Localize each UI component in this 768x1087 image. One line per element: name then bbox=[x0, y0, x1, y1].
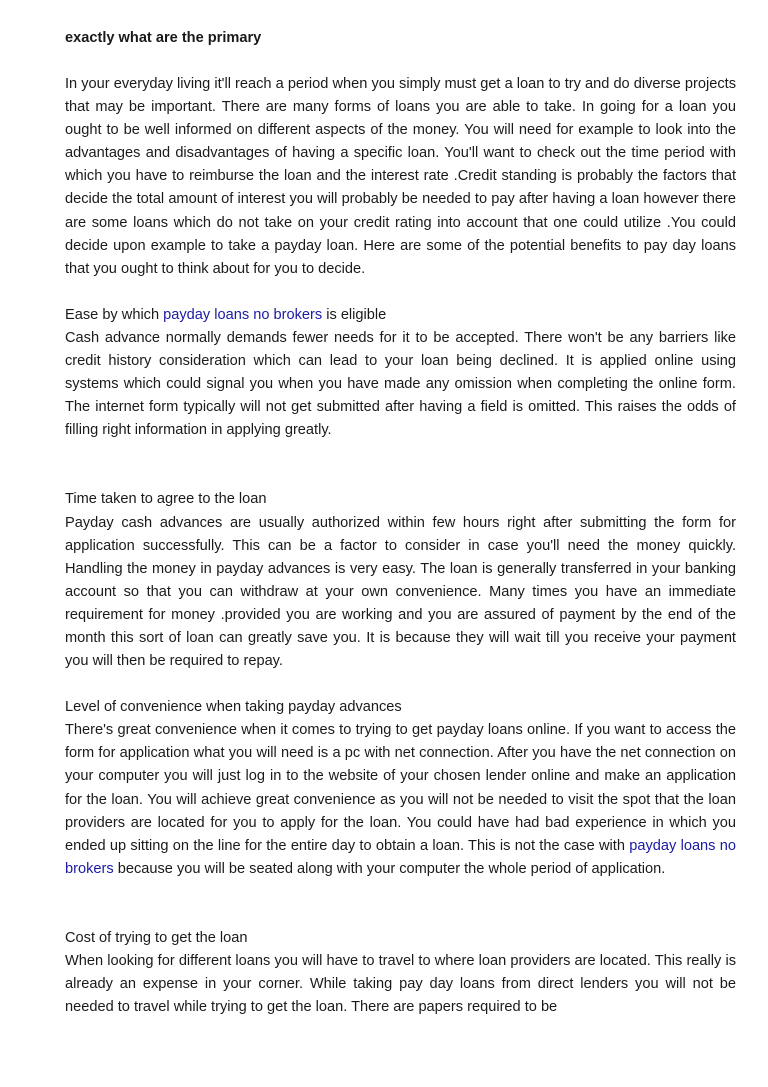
section-heading-ease bbox=[65, 304, 736, 327]
spacer bbox=[65, 50, 736, 73]
heading-text: is eligible bbox=[322, 306, 387, 323]
section-body-ease: Cash advance normally demands fewer needs for it to be accepted. There won't be any barriers like credit history consideration which can lead to your loan being declined. It is applied online using systems which could signal you when you have made any omission when completing the online form. The internet form typically will not get submitted after having a field is omitted. This raises the odds of filling right information in applying greatly. bbox=[65, 329, 736, 439]
document-title: exactly what are the primary bbox=[65, 30, 262, 46]
spacer bbox=[65, 673, 736, 696]
body-text: There's great convenience when it comes to trying to get payday loans online. If you want to access the form for application what you will need is a pc with net connection. After you have the net connection on your computer you will just log in to the website of your chosen lender online and make an application for the loan. You will achieve great convenience as you will not be needed to visit the spot that the loan providers are located for you to apply for the loan. You could have had bad experience in which you ended up sitting on the line for the entire day to obtain a loan. This is not the case with bbox=[65, 722, 736, 854]
payday-loans-link[interactable]: payday loans no brokers bbox=[65, 837, 736, 877]
section-heading-cost: Cost of trying to get the loan bbox=[65, 929, 248, 946]
spacer bbox=[65, 442, 736, 488]
body-text: because you will be seated along with your computer the whole period of application. bbox=[113, 860, 666, 877]
section-heading-convenience: Level of convenience when taking payday advances bbox=[65, 699, 402, 716]
spacer bbox=[65, 881, 736, 927]
payday-loans-link[interactable]: payday loans no brokers bbox=[163, 306, 323, 323]
heading-text: Ease by which bbox=[65, 306, 164, 323]
intro-paragraph: In your everyday living it'll reach a period when you simply must get a loan to try and do diverse projects that may be important. There are many forms of loans you are able to take. In going for a loan you ought to be well informed on different aspects of the money. You will need for example to look into the advantages and disadvantages of having a specific loan. You'll want to check out the time period with which you have to reimburse the loan and the interest rate .Credit standing is probably the factors that decide the total amount of interest you will probably be needed to pay after having a loan however there are some loans which do not take on your credit rating into account that one could utilize .You could decide upon example to take a payday loan. Here are some of the potential benefits to pay day loans that you ought to think about for you to decide. bbox=[65, 76, 736, 277]
section-body-convenience bbox=[65, 719, 736, 881]
section-body-time: Payday cash advances are usually authorized within few hours right after submitting the form for application successfully. This can be a factor to consider in case you'll need the money quickly. Handling the money in payday advances is very easy. The loan is generally transferred in your banking account so that you can withdraw at your own convenience. Many times you have an immediate requirement for money .provided you are working and you are assured of payment by the end of the month this sort of loan can greatly save you. It is because they will wait till you receive your payment you will then be required to repay. bbox=[65, 514, 736, 670]
section-heading-time: Time taken to agree to the loan bbox=[65, 491, 267, 508]
spacer bbox=[65, 281, 736, 304]
section-body-cost: When looking for different loans you will have to travel to where loan providers are located. This really is already an expense in your corner. While taking pay day loans from direct lenders you will not be needed to travel while trying to get the loan. There are papers required to be bbox=[65, 953, 736, 1016]
document-page bbox=[65, 27, 736, 1019]
